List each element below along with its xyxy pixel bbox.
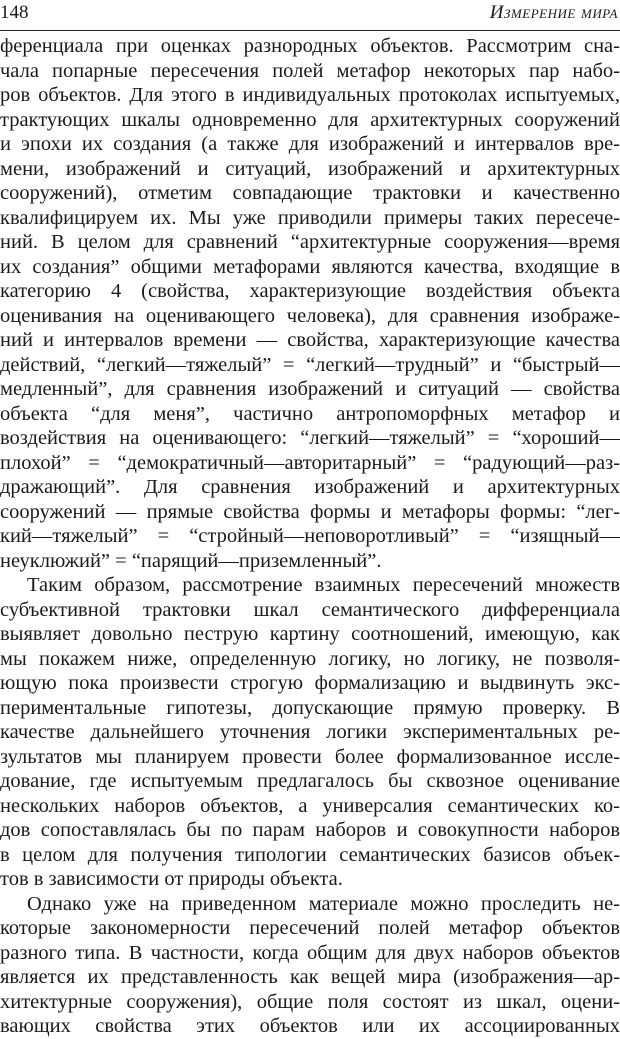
body-text [0,34,620,1039]
text-line: плохой” = “демократичный—авторитарный” = “радующий—раз- [0,451,620,474]
text-line: чала попарные пересечения полей метафор некоторых пар набо- [0,59,620,82]
text-line: хитектурные сооружения), общие поля состоят из шкал, оцени- [0,990,620,1013]
page-header [0,0,620,32]
text-line: вающих свойства этих объектов или их ассоциированных [0,1015,620,1037]
text-line: ющую пока произвести строгую формализацию и выдвинуть экс- [0,672,620,694]
text-line: в целом для получения типологии семантических базисов объек- [0,843,620,866]
paragraph-last-line: неуклюжий” = “парящий—приземленный”. [0,549,382,572]
text-line: категорию 4 (свойства, характеризующие воздействия объекта [0,280,620,302]
text-line: мы покажем ниже, определенную логику, но логику, не позволя- [0,647,620,670]
running-title: Измерение мира [489,2,618,23]
text-line: качестве дальнейшего уточнения логики экспериментальных ре- [0,721,620,743]
paragraph-first-line: Однако уже на приведенном материале можно проследить не- [27,892,620,915]
text-line: ний. В целом для сравнений “архитектурные сооружения—время [0,231,620,253]
text-line: ров объектов. Для этого в индивидуальных протоколах испытуемых, [0,84,620,106]
text-line: является их представленность как вещей мира (изображения—ар- [0,966,620,988]
paragraph-last-line: тов в зависимости от природы объекта. [0,868,343,890]
text-line: дование, где испытуемым предлагалось бы сквозное оценивание [0,770,620,792]
page-number: 148 [0,2,29,23]
text-line: ний и интервалов времени — свойства, характеризующие качества [0,329,620,351]
text-line: кий—тяжелый” = “стройный—неповоротливый” = “изящный— [0,525,620,547]
text-line: периментальные гипотезы, допускающие прямую проверку. В [0,696,620,719]
text-line: действий, “легкий—тяжелый” = “легкий—трудный” и “быстрый— [0,353,620,376]
text-line: сооружений), отметим совпадающие трактовки и качественно [0,182,620,204]
text-line: дов сопоставлялась бы по парам наборов и совокупности наборов [0,819,620,841]
text-line: которые закономерности пересечений полей метафор объектов [0,917,620,939]
text-line: и эпохи их создания (а также для изображений и интервалов вре- [0,133,620,155]
text-line: дражающий”. Для сравнения изображений и архитектурных [0,476,620,498]
text-line: нескольких наборов объектов, а универсалия семантических ко- [0,794,620,817]
text-line: разного типа. В частности, когда общим для двух наборов объектов [0,941,620,964]
text-line: медленный”, для сравнения изображений и ситуаций — свойства [0,378,620,400]
header-rule [0,30,620,31]
text-line: зультатов мы планируем провести более формализованное иссле- [0,745,620,768]
text-line: воздействия на оценивающего: “легкий—тяжелый” = “хороший— [0,427,620,449]
text-line: квалифицируем их. Мы уже приводили примеры таких пересече- [0,206,620,229]
text-line: оценивания на оценивающего человека), для сравнения изображе- [0,304,620,327]
text-line: сооружений — прямые свойства формы и метафоры формы: “лег- [0,500,620,523]
text-line: трактующих шкалы одновременно для архитектурных сооружений [0,108,620,131]
text-line: их создания” общими метафорами являются качества, входящие в [0,255,620,278]
text-line: ференциала при оценках разнородных объектов. Рассмотрим сна- [0,35,620,57]
text-line: выявляет довольно пеструю картину соотношений, имеющую, как [0,623,620,645]
text-line: объекта “для меня”, частично антропоморфных метафор и [0,402,620,425]
paragraph-first-line: Таким образом, рассмотрение взаимных пересечений множеств [27,574,620,596]
text-line: мени, изображений и ситуаций, изображений и архитектурных [0,157,620,180]
text-line: субъективной трактовки шкал семантического дифференциала [0,598,620,621]
